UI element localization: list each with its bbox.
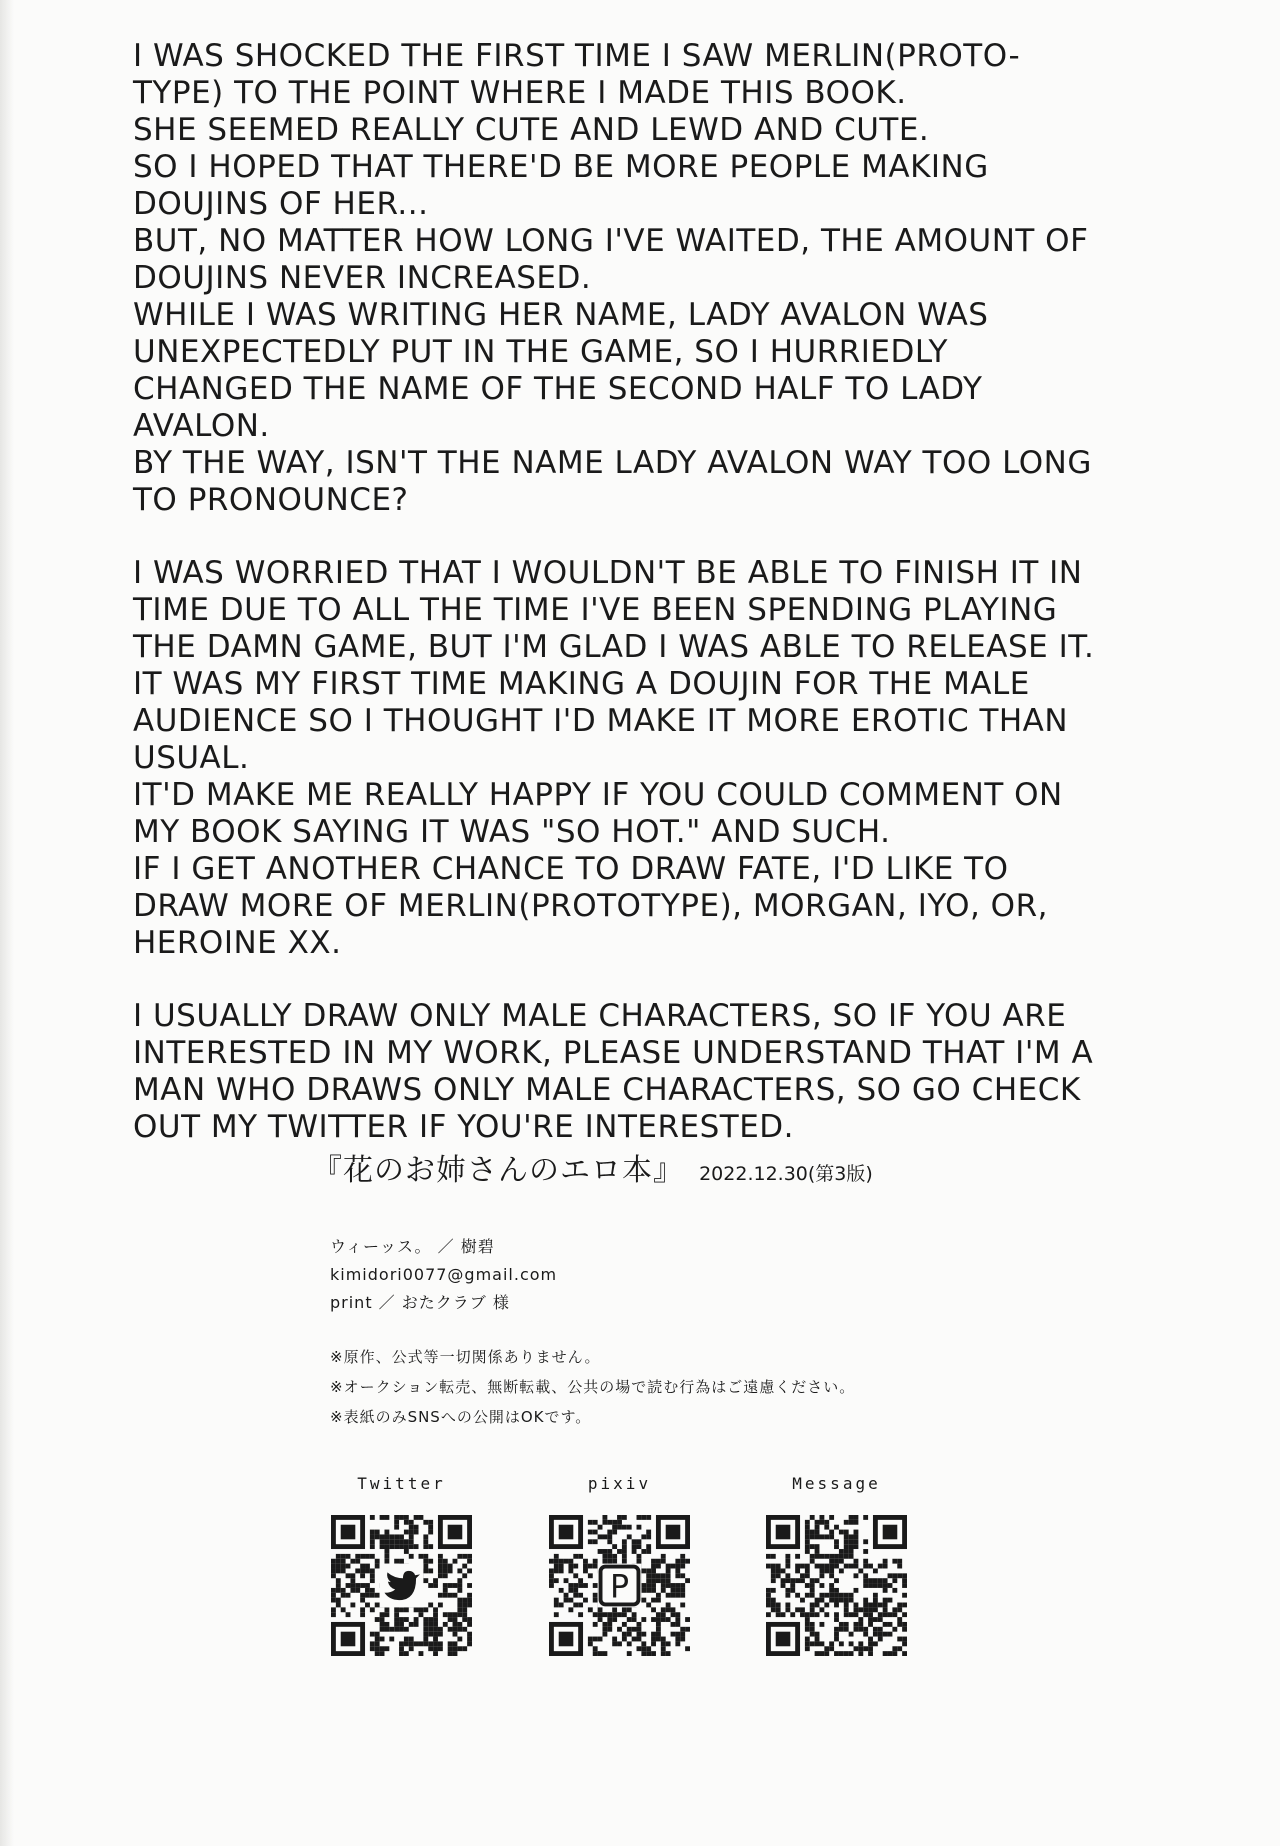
edition-date: 2022.12.30(第3版) [699, 1163, 873, 1185]
afterword-paragraph-3 [133, 998, 1253, 1146]
afterword-line: HEROINE XX. [133, 925, 342, 961]
qr-label-pixiv: pixiv [587, 1474, 652, 1493]
afterword-line: DOUJINS NEVER INCREASED. [133, 260, 592, 296]
pixiv-p-icon: P [609, 1569, 630, 1606]
afterword-line: BUT, NO MATTER HOW LONG I'VE WAITED, THE AMOUNT OF [133, 223, 1089, 259]
circle-author-line: ウィーッス。 ／ 樹碧 [330, 1237, 495, 1256]
colophon-credits [330, 1233, 557, 1317]
afterword-line: DRAW MORE OF MERLIN(PROTOTYPE), MORGAN, IYO, OR, [133, 888, 1048, 924]
afterword-line: DOUJINS OF HER... [133, 186, 429, 222]
afterword-line: IF I GET ANOTHER CHANCE TO DRAW FATE, I'D LIKE TO [133, 851, 1009, 887]
afterword-line: AVALON. [133, 408, 270, 444]
afterword-text [133, 38, 1253, 1182]
qr-label-twitter: Twitter [357, 1474, 446, 1493]
twitter-qr-code-icon [331, 1515, 472, 1656]
afterword-line: TYPE) TO THE POINT WHERE I MADE THIS BOOK. [133, 75, 907, 111]
afterword-line: SO I HOPED THAT THERE'D BE MORE PEOPLE MAKING [133, 149, 989, 185]
book-title: 『花のお姉さんのエロ本』 [312, 1153, 684, 1188]
afterword-paragraph-2 [133, 555, 1253, 962]
afterword-line: AUDIENCE SO I THOUGHT I'D MAKE IT MORE EROTIC THAN [133, 703, 1069, 739]
qr-label-message: Message [792, 1474, 881, 1493]
qr-block-pixiv [547, 1474, 692, 1656]
afterword-line: I WAS WORRIED THAT I WOULDN'T BE ABLE TO FINISH IT IN [133, 555, 1083, 591]
notice-line: ※表紙のみSNSへの公開はOKです。 [330, 1408, 592, 1426]
book-title-row [312, 1145, 873, 1189]
afterword-paragraph-1 [133, 38, 1253, 519]
afterword-line: OUT MY TWITTER IF YOU'RE INTERESTED. [133, 1109, 795, 1145]
colophon-notices [330, 1342, 855, 1432]
afterword-line: SHE SEEMED REALLY CUTE AND LEWD AND CUTE. [133, 112, 930, 148]
afterword-line: I USUALLY DRAW ONLY MALE CHARACTERS, SO IF YOU ARE [133, 998, 1067, 1034]
afterword-line: TO PRONOUNCE? [133, 482, 409, 518]
afterword-line: UNEXPECTEDLY PUT IN THE GAME, SO I HURRIEDLY [133, 334, 948, 370]
page-binding-shadow [0, 0, 14, 1846]
qr-block-message [764, 1474, 909, 1656]
afterword-line: THE DAMN GAME, BUT I'M GLAD I WAS ABLE TO RELEASE IT. [133, 629, 1095, 665]
afterword-line: TIME DUE TO ALL THE TIME I'VE BEEN SPENDING PLAYING [133, 592, 1058, 628]
afterword-line: MY BOOK SAYING IT WAS "SO HOT." AND SUCH. [133, 814, 891, 850]
afterword-line: I WAS SHOCKED THE FIRST TIME I SAW MERLIN(PROTO- [133, 38, 1021, 74]
afterword-line: CHANGED THE NAME OF THE SECOND HALF TO LADY [133, 371, 983, 407]
notice-line: ※オークション転売、無断転載、公共の場で読む行為はご遠慮ください。 [330, 1378, 856, 1396]
notice-line: ※原作、公式等一切関係ありません。 [330, 1348, 601, 1366]
afterword-line: INTERESTED IN MY WORK, PLEASE UNDERSTAND THAT I'M A [133, 1035, 1094, 1071]
pixiv-qr-code-icon [549, 1515, 690, 1656]
qr-block-twitter [329, 1474, 474, 1656]
contact-email: kimidori0077@gmail.com [330, 1265, 558, 1284]
afterword-line: MAN WHO DRAWS ONLY MALE CHARACTERS, SO GO CHECK [133, 1072, 1081, 1108]
afterword-line: IT WAS MY FIRST TIME MAKING A DOUJIN FOR THE MALE [133, 666, 1030, 702]
printer-line: print ／ おたクラブ 様 [330, 1293, 510, 1312]
afterword-line: WHILE I WAS WRITING HER NAME, LADY AVALON WAS [133, 297, 989, 333]
afterword-line: IT'D MAKE ME REALLY HAPPY IF YOU COULD COMMENT ON [133, 777, 1063, 813]
afterword-line: USUAL. [133, 740, 250, 776]
afterword-line: BY THE WAY, ISN'T THE NAME LADY AVALON WAY TOO LONG [133, 445, 1092, 481]
message-qr-code-icon [766, 1515, 907, 1656]
